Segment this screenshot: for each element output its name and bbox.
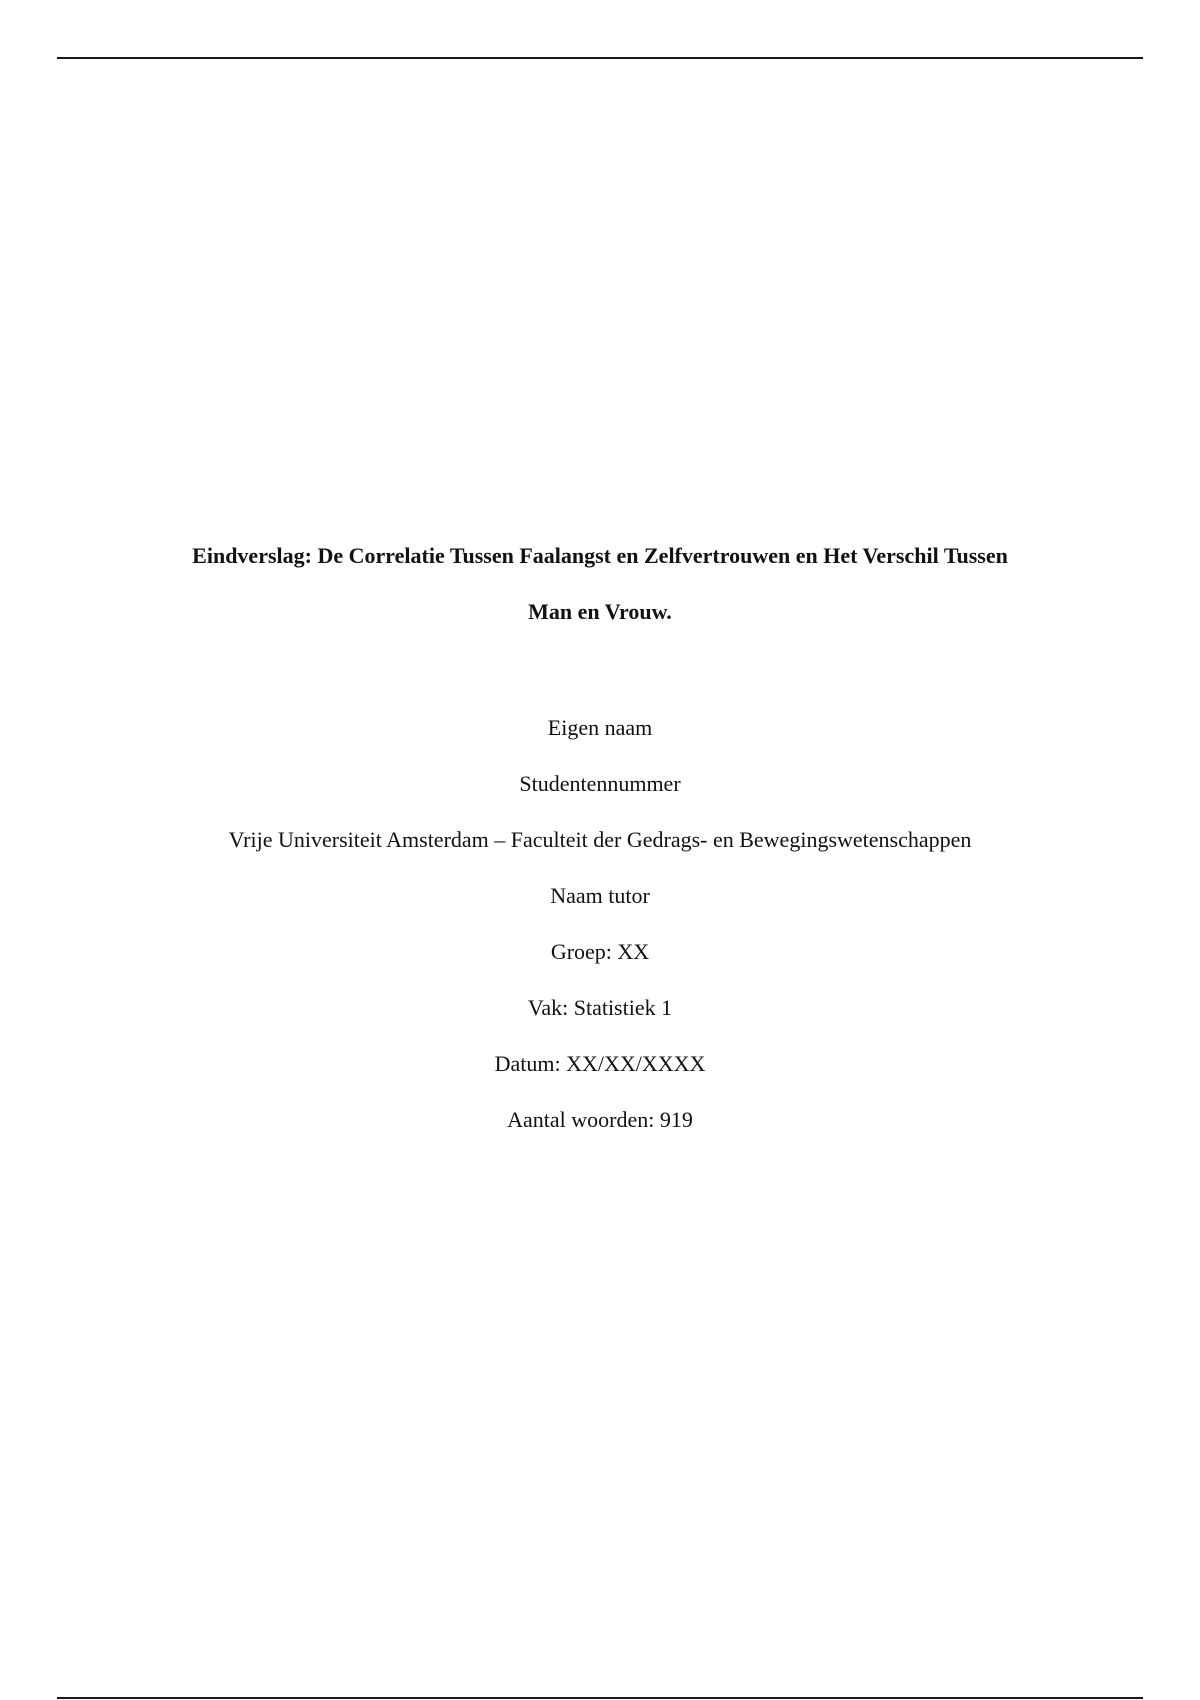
date: Datum: XX/XX/XXXX: [494, 1051, 706, 1076]
word-count: Aantal woorden: 919: [507, 1107, 693, 1132]
title-page-details: [0, 700, 1200, 1148]
institution: Vrije Universiteit Amsterdam – Faculteit der Gedrags- en Bewegingswetenschappen: [228, 827, 972, 852]
header-rule: [57, 57, 1143, 59]
course: Vak: Statistiek 1: [527, 995, 673, 1020]
tutor-name: Naam tutor: [550, 883, 650, 908]
title-line-2: Man en Vrouw.: [528, 599, 672, 624]
footer-rule: [57, 1697, 1143, 1699]
group: Groep: XX: [550, 939, 650, 964]
title-block: [0, 528, 1200, 640]
author-name: Eigen naam: [547, 715, 653, 740]
title-line-1: Eindverslag: De Correlatie Tussen Faalangst en Zelfvertrouwen en Het Verschil Tussen: [192, 543, 1008, 568]
student-number: Studentennummer: [519, 771, 681, 796]
